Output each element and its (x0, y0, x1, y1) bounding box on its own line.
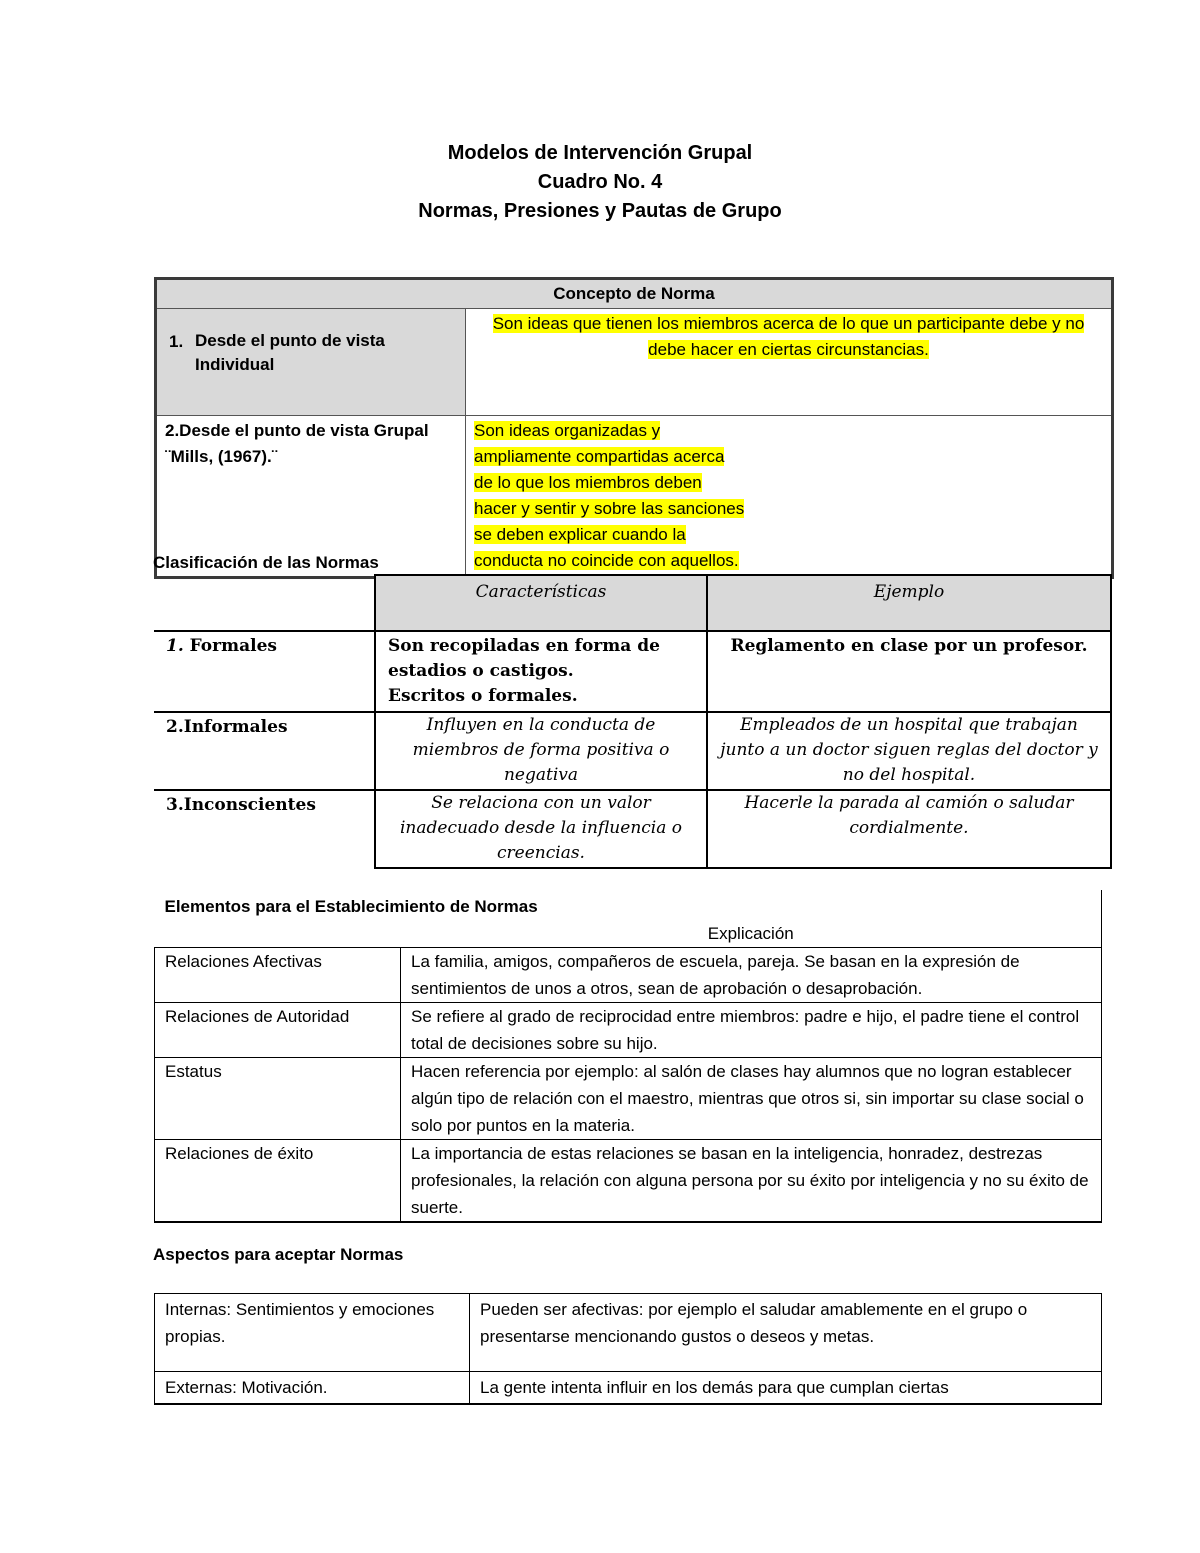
elemento-text: Se refiere al grado de reciprocidad entre miembros: padre e hijo, el padre tiene el control total de decisiones sobre su hijo. (401, 1003, 1102, 1058)
aspecto-text: La gente intenta influir en los demás para que cumplan ciertas (470, 1372, 1102, 1405)
norma-name-inconscientes: 3.Inconscientes (154, 790, 375, 868)
concepto-row1-number: 1. (169, 332, 184, 351)
concepto-row1-value (466, 309, 1113, 416)
elemento-name: Estatus (155, 1058, 401, 1140)
elemento-text: La importancia de estas relaciones se basan en la inteligencia, honradez, destrezas profesionales, la relación con alguna persona por su éxito por inteligencia y no su éxito de suerte. (401, 1140, 1102, 1223)
aspecto-text: Pueden ser afectivas: por ejemplo el saludar amablemente en el grupo o presentarse mencionando gustos o deseos y metas. (470, 1294, 1102, 1372)
document-subtitle: Cuadro No. 4 (537, 171, 663, 193)
col-explicacion: Explicación (401, 920, 1102, 948)
document-title: Modelos de Intervención Grupal (447, 142, 753, 164)
norma-caracteristicas: Se relaciona con un valor inadecuado desde la influencia o creencias. (375, 790, 707, 868)
norma-name-informales: 2.Informales (154, 712, 375, 790)
norma-ejemplo: Hacerle la parada al camión o saludar cordialmente. (707, 790, 1111, 868)
norma-number: 1. (166, 636, 184, 656)
col-caracteristicas: Características (375, 575, 707, 631)
concepto-row1-label-text: Desde el punto de vista Individual (195, 331, 385, 374)
elemento-text: La familia, amigos, compañeros de escuela, pareja. Se basan en la expresión de sentimientos de unos a otros, sean de aprobación o desaprobación. (401, 948, 1102, 1003)
caracteristicas-line: estadios o castigos. (388, 661, 574, 681)
elemento-name: Relaciones de Autoridad (155, 1003, 401, 1058)
col-ejemplo: Ejemplo (707, 575, 1111, 631)
concepto-row2-line: se deben explicar cuando la (474, 525, 686, 544)
norma-ejemplo: Empleados de un hospital que trabajan junto a un doctor siguen reglas del doctor y no del hospital. (707, 712, 1111, 790)
aspecto-name: Externas: Motivación. (155, 1372, 470, 1405)
norma-name-formales (154, 631, 375, 712)
aspectos-table (154, 1293, 1102, 1405)
clasificacion-title: Clasificación de las Normas (153, 553, 379, 572)
concepto-row2-line: de lo que los miembros deben (474, 473, 702, 492)
concepto-row2-line: Son ideas organizadas y (474, 421, 661, 440)
elementos-title: Elementos para el Establecimiento de Normas (155, 890, 1102, 920)
elemento-name: Relaciones Afectivas (155, 948, 401, 1003)
concepto-row1-label (156, 309, 466, 416)
concepto-row2-line: ampliamente compartidas acerca (474, 447, 725, 466)
document-heading: Normas, Presiones y Pautas de Grupo (418, 200, 782, 222)
norma-name: Formales (183, 636, 277, 656)
clasificacion-table (154, 574, 1112, 869)
elemento-name: Relaciones de éxito (155, 1140, 401, 1223)
caracteristicas-line: Son recopiladas en forma de (388, 636, 660, 656)
aspecto-name: Internas: Sentimientos y emociones propias. (155, 1294, 470, 1372)
concepto-row2-label-line1: 2.Desde el punto de vista Grupal (165, 421, 429, 440)
caracteristicas-line: Escritos o formales. (388, 686, 578, 706)
elementos-corner (155, 920, 401, 948)
norma-caracteristicas (375, 631, 707, 712)
concepto-caption: Concepto de Norma (156, 279, 1113, 309)
concepto-row2-label-line2: ¨Mills, (1967).¨ (165, 447, 278, 466)
clasificacion-corner (154, 575, 375, 631)
norma-caracteristicas: Influyen en la conducta de miembros de forma positiva o negativa (375, 712, 707, 790)
concepto-row2-line: conducta no coincide con aquellos. (474, 551, 739, 570)
concepto-row2-line: hacer y sentir y sobre las sanciones (474, 499, 745, 518)
elemento-text: Hacen referencia por ejemplo: al salón de clases hay alumnos que no logran establecer algún tipo de relación con el maestro, mientras que otros si, sin importar su clase social o solo por puntos en la materia. (401, 1058, 1102, 1140)
concepto-row2-value (466, 416, 1113, 578)
norma-ejemplo: Reglamento en clase por un profesor. (707, 631, 1111, 712)
aspectos-title: Aspectos para aceptar Normas (153, 1245, 404, 1264)
concepto-row1-text: Son ideas que tienen los miembros acerca de lo que un participante debe y no debe hacer en ciertas circunstancias. (492, 314, 1085, 359)
elementos-table (154, 890, 1102, 1223)
concepto-table (154, 277, 1114, 579)
